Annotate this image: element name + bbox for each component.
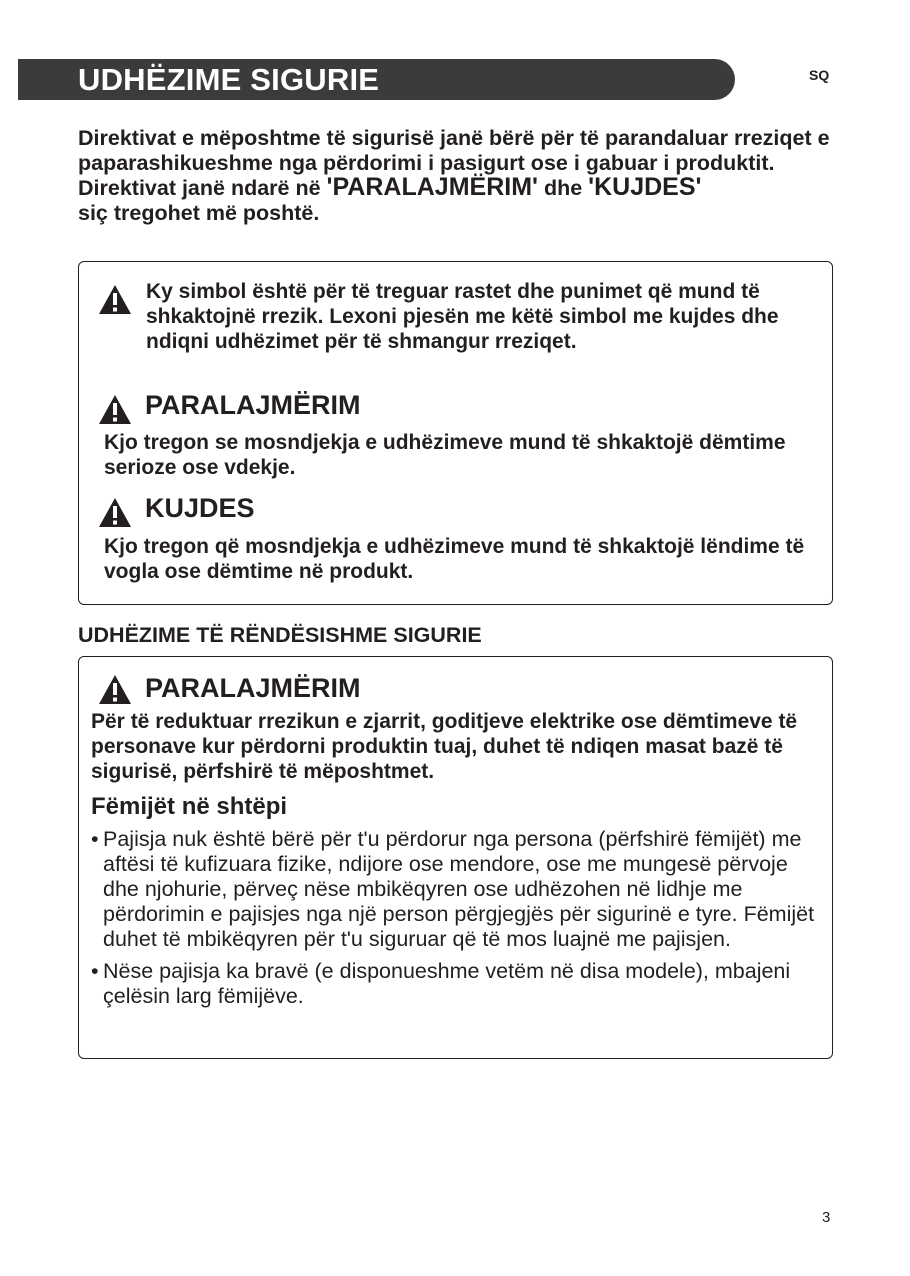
- children-subheading: Fëmijët në shtëpi: [91, 793, 288, 820]
- intro-line-3: siç tregohet më poshtë.: [78, 200, 320, 225]
- language-code: SQ: [809, 67, 830, 83]
- term-caution: 'KUJDES': [588, 173, 702, 201]
- intro-line-2: Direktivat janë ndarë në 'PARALAJMËRIM' dhe 'KUJDES': [78, 173, 702, 201]
- symbol-explanation: Ky simbol është për të treguar rastet dhe punimet që mund të shkaktojnë rrezik. Lexoni pjesën me këtë simbol me kujdes dhe ndiqni udhëzimet për të shmangur rreziqet.: [146, 280, 779, 353]
- symbols-box: [78, 261, 833, 605]
- important-intro: Për të reduktuar rrezikun e zjarrit, goditjeve elektrike ose dëmtimeve të personave kur përdorni produktin tuaj, duhet të ndiqen masat bazë të sigurisë, përfshirë të mëposhtmet.: [91, 710, 798, 783]
- children-bullet-list: [91, 827, 826, 1016]
- warning-triangle-icon: [98, 284, 132, 315]
- important-safety-box: [78, 656, 833, 1059]
- intro-text: [78, 126, 838, 225]
- list-item: • Nëse pajisja ka bravë (e disponueshme vetëm në disa modele), mbajeni çelësin larg fëmijëve.: [91, 959, 791, 1008]
- page-title: UDHËZIME SIGURIE: [78, 62, 380, 97]
- list-item: • Pajisja nuk është bërë për t'u përdorur nga persona (përfshirë fëmijët) me aftësi të kufizuara fizike, ndijore ose mendore, ose me mungesë përvoje dhe njohurie, përveç nëse mbikëqyren ose udhëzohen në lidhje me përdorimin e pajisjes nga një person përgjegjës për sigurinë e tyre. Fëmijët duhet të mbikëqyren për t'u siguruar që të mos luajnë me pajisjen.: [91, 827, 815, 951]
- caution-triangle-icon: [98, 497, 132, 528]
- warning-title: PARALAJMËRIM: [145, 390, 361, 420]
- important-warning-title: PARALAJMËRIM: [145, 673, 361, 703]
- warning-description: Kjo tregon se mosndjekja e udhëzimeve mund të shkaktojë dëmtime serioze ose vdekje.: [104, 431, 786, 479]
- warning-triangle-icon: [98, 674, 132, 705]
- intro-line-1: Direktivat e mëposhtme të sigurisë janë bërë për të parandaluar rreziqet e paparashikueshme nga përdorimi i pasigurt ose i gabuar i produktit.: [78, 126, 830, 175]
- section-title: UDHËZIME TË RËNDËSISHME SIGURIE: [78, 623, 482, 647]
- caution-description: Kjo tregon që mosndjekja e udhëzimeve mund të shkaktojë lëndime të vogla ose dëmtime në produkt.: [104, 535, 805, 583]
- warning-triangle-icon: [98, 394, 132, 425]
- term-warning: 'PARALAJMËRIM': [326, 173, 538, 201]
- caution-title: KUJDES: [145, 493, 255, 523]
- page-number: 3: [822, 1209, 831, 1226]
